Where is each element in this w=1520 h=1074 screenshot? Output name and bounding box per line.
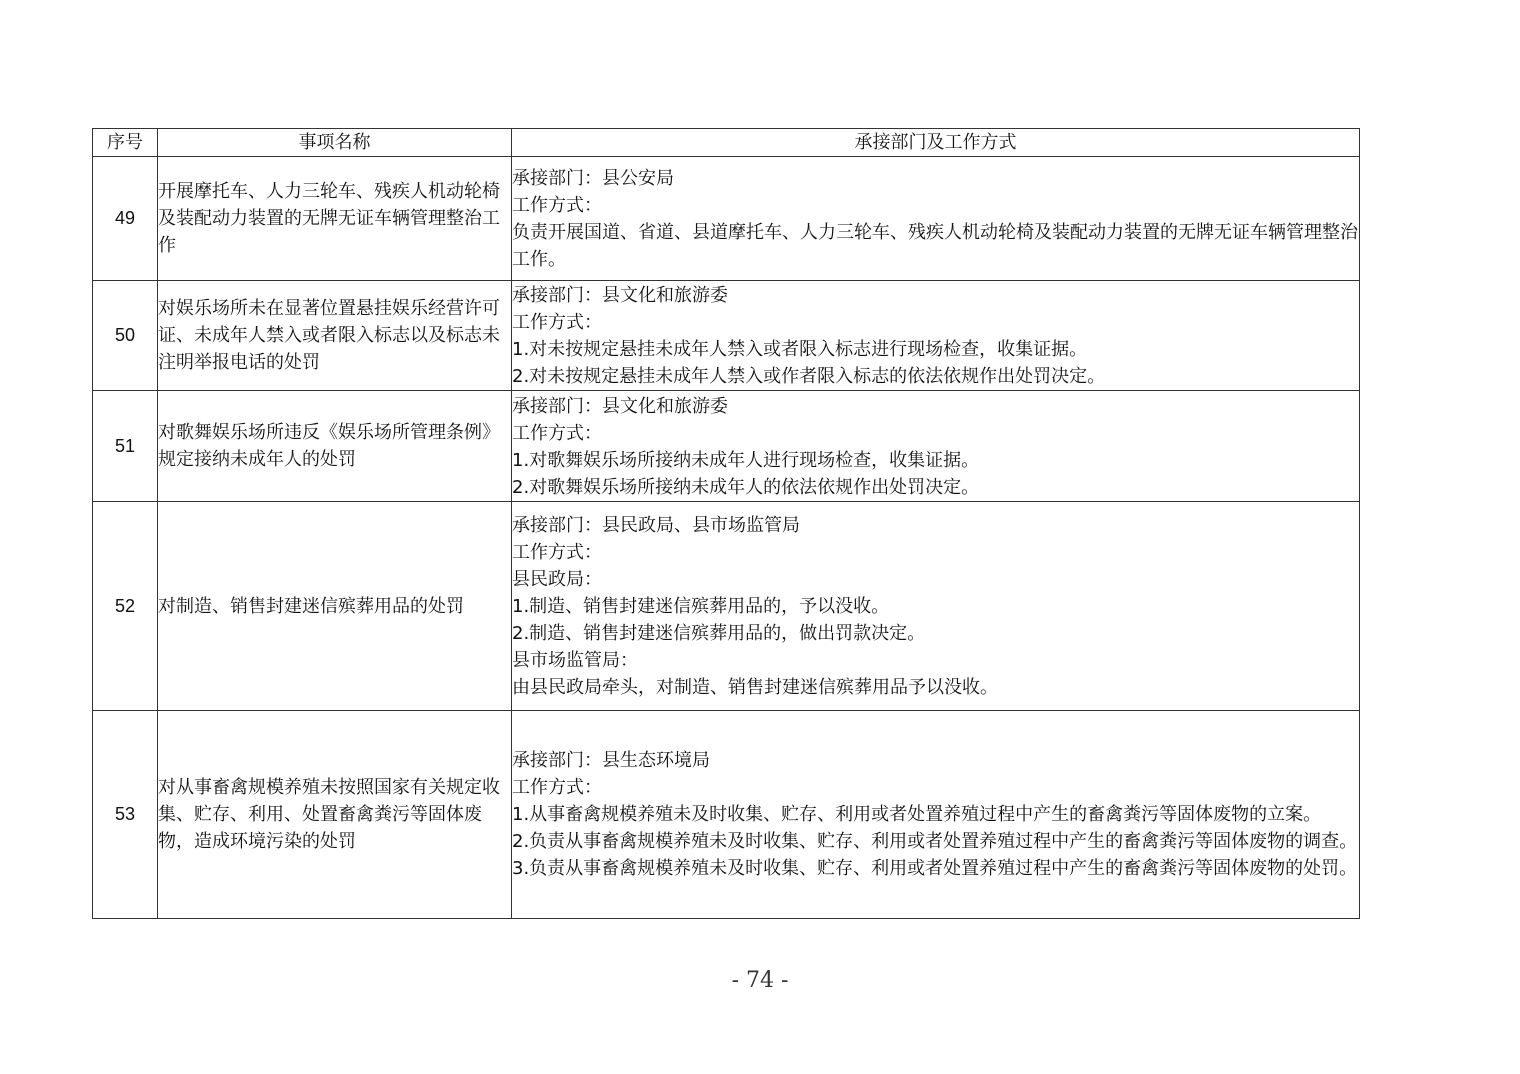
table-row <box>93 157 1360 281</box>
page-number: - 74 - <box>731 968 789 993</box>
dept-line: 承接部门：县文化和旅游委 <box>512 395 728 417</box>
dept-line: 负责开展国道、省道、县道摩托车、人力三轮车、残疾人机动轮椅及装配动力装置的无牌无证车辆管理整治工作。 <box>512 221 1358 270</box>
row-seq: 51 <box>93 391 158 502</box>
dept-line: 工作方式： <box>512 541 602 563</box>
row-name: 对歌舞娱乐场所违反《娱乐场所管理条例》规定接纳未成年人的处罚 <box>158 391 512 502</box>
dept-line: 1.对未按规定悬挂未成年人禁入或者限入标志进行现场检查，收集证据。 <box>512 339 1088 360</box>
row-dept <box>512 711 1360 919</box>
row-dept <box>512 281 1360 391</box>
dept-line: 县市场监管局： <box>512 649 638 671</box>
row-seq: 53 <box>93 711 158 919</box>
dept-line: 1.从事畜禽规模养殖未及时收集、贮存、利用或者处置养殖过程中产生的畜禽粪污等固体废物的立案。 <box>512 804 1322 825</box>
dept-line: 2.对未按规定悬挂未成年人禁入或作者限入标志的依法依规作出处罚决定。 <box>512 366 1106 387</box>
table-row <box>93 711 1360 919</box>
dept-line: 工作方式： <box>512 312 602 333</box>
header-dept: 承接部门及工作方式 <box>512 129 1360 157</box>
row-name: 对制造、销售封建迷信殡葬用品的处罚 <box>158 502 512 711</box>
dept-line: 承接部门：县文化和旅游委 <box>512 285 728 306</box>
dept-line: 2.制造、销售封建迷信殡葬用品的，做出罚款决定。 <box>512 622 926 644</box>
dept-line: 承接部门：县民政局、县市场监管局 <box>512 514 800 536</box>
header-seq: 序号 <box>93 129 158 157</box>
dept-line: 县民政局： <box>512 568 602 590</box>
dept-line: 承接部门：县生态环境局 <box>512 750 710 771</box>
dept-line: 承接部门：县公安局 <box>512 167 674 189</box>
items-table <box>92 128 1360 919</box>
header-name: 事项名称 <box>158 129 512 157</box>
row-seq: 49 <box>93 157 158 281</box>
row-dept <box>512 502 1360 711</box>
table-header-row <box>93 129 1360 157</box>
row-name: 开展摩托车、人力三轮车、残疾人机动轮椅及装配动力装置的无牌无证车辆管理整治工作 <box>158 157 512 281</box>
dept-line: 3.负责从事畜禽规模养殖未及时收集、贮存、利用或者处置养殖过程中产生的畜禽粪污等固体废物的处罚。 <box>512 858 1358 879</box>
row-seq: 52 <box>93 502 158 711</box>
row-dept <box>512 157 1360 281</box>
dept-line: 由县民政局牵头，对制造、销售封建迷信殡葬用品予以没收。 <box>512 676 998 698</box>
dept-line: 工作方式： <box>512 777 602 798</box>
table-row <box>93 281 1360 391</box>
table-row <box>93 391 1360 502</box>
row-name: 对从事畜禽规模养殖未按照国家有关规定收集、贮存、利用、处置畜禽粪污等固体废物，造成环境污染的处罚 <box>158 711 512 919</box>
row-dept <box>512 391 1360 502</box>
table-row <box>93 502 1360 711</box>
dept-line: 1.对歌舞娱乐场所接纳未成年人进行现场检查，收集证据。 <box>512 449 980 471</box>
row-name: 对娱乐场所未在显著位置悬挂娱乐经营许可证、未成年人禁入或者限入标志以及标志未注明举报电话的处罚 <box>158 281 512 391</box>
dept-line: 工作方式： <box>512 194 602 216</box>
dept-line: 2.负责从事畜禽规模养殖未及时收集、贮存、利用或者处置养殖过程中产生的畜禽粪污等固体废物的调查。 <box>512 831 1358 852</box>
dept-line: 1.制造、销售封建迷信殡葬用品的，予以没收。 <box>512 595 890 617</box>
dept-line: 工作方式： <box>512 422 602 444</box>
dept-line: 2.对歌舞娱乐场所接纳未成年人的依法依规作出处罚决定。 <box>512 476 980 498</box>
row-seq: 50 <box>93 281 158 391</box>
